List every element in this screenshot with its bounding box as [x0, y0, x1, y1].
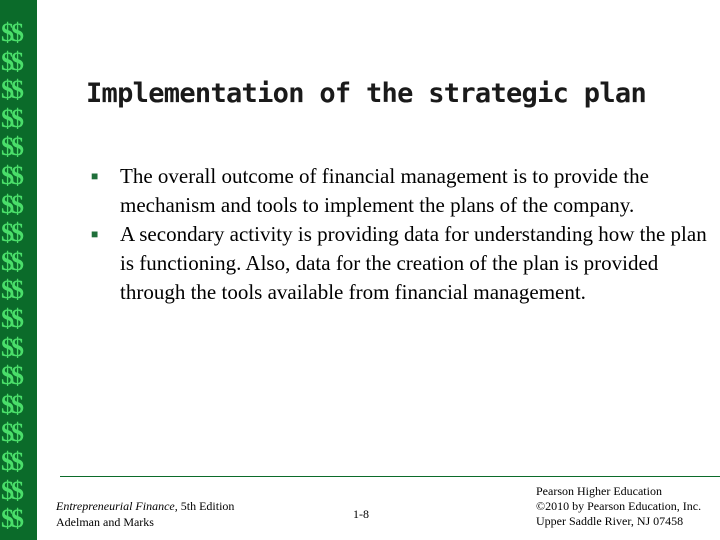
dollar-sign-icon: $$ — [1, 75, 21, 105]
footer-divider — [60, 476, 720, 477]
dollar-sign-icon: $$ — [1, 132, 21, 162]
square-bullet-icon: ■ — [91, 169, 99, 183]
dollar-sign-icon: $$ — [1, 218, 21, 248]
publisher-line-1: Pearson Higher Education — [536, 484, 662, 498]
slide-title: Implementation of the strategic plan — [86, 78, 646, 109]
dollar-sign-icon: $$ — [1, 389, 21, 419]
dollar-sign-icon: $$ — [1, 332, 21, 362]
footer-publisher — [536, 484, 701, 529]
dollar-sign-icon: $$ — [1, 246, 21, 276]
sidebar-band — [0, 0, 37, 540]
dollar-sign-icon: $$ — [1, 189, 21, 219]
bullet-list — [88, 162, 708, 307]
dollar-sign-icon: $$ — [1, 361, 21, 391]
dollar-sign-icon: $$ — [1, 475, 21, 505]
dollar-sign-icon: $$ — [1, 103, 21, 133]
dollar-sign-icon: $$ — [1, 504, 21, 534]
dollar-sign-icon: $$ — [1, 418, 21, 448]
bullet-text: A secondary activity is providing data for understanding how the plan is functioning. Also, data for the creation of the plan is provided through the tools available from financial management. — [120, 222, 707, 304]
book-title: Entrepreneurial Finance, — [56, 499, 178, 513]
book-edition: 5th Edition — [177, 499, 235, 513]
dollar-sign-icon: $$ — [1, 18, 21, 47]
bullet-item — [88, 220, 708, 307]
publisher-line-2: ©2010 by Pearson Education, Inc. — [536, 499, 702, 513]
bullet-text: The overall outcome of financial management is to provide the mechanism and tools to implement the plans of the company. — [120, 164, 649, 217]
dollar-sign-icon: $$ — [1, 275, 21, 305]
dollar-sign-icon: $$ — [1, 303, 21, 333]
publisher-line-3: Upper Saddle River, NJ 07458 — [536, 514, 684, 528]
page-number: 1-8 — [353, 507, 369, 521]
book-authors: Adelman and Marks — [56, 515, 154, 529]
dollar-column — [1, 19, 37, 534]
dollar-sign-icon: $$ — [1, 160, 21, 190]
dollar-sign-icon: $$ — [1, 46, 21, 76]
footer-citation — [56, 498, 234, 530]
bullet-item — [88, 162, 708, 220]
square-bullet-icon: ■ — [91, 227, 99, 241]
dollar-sign-icon: $$ — [1, 446, 21, 476]
